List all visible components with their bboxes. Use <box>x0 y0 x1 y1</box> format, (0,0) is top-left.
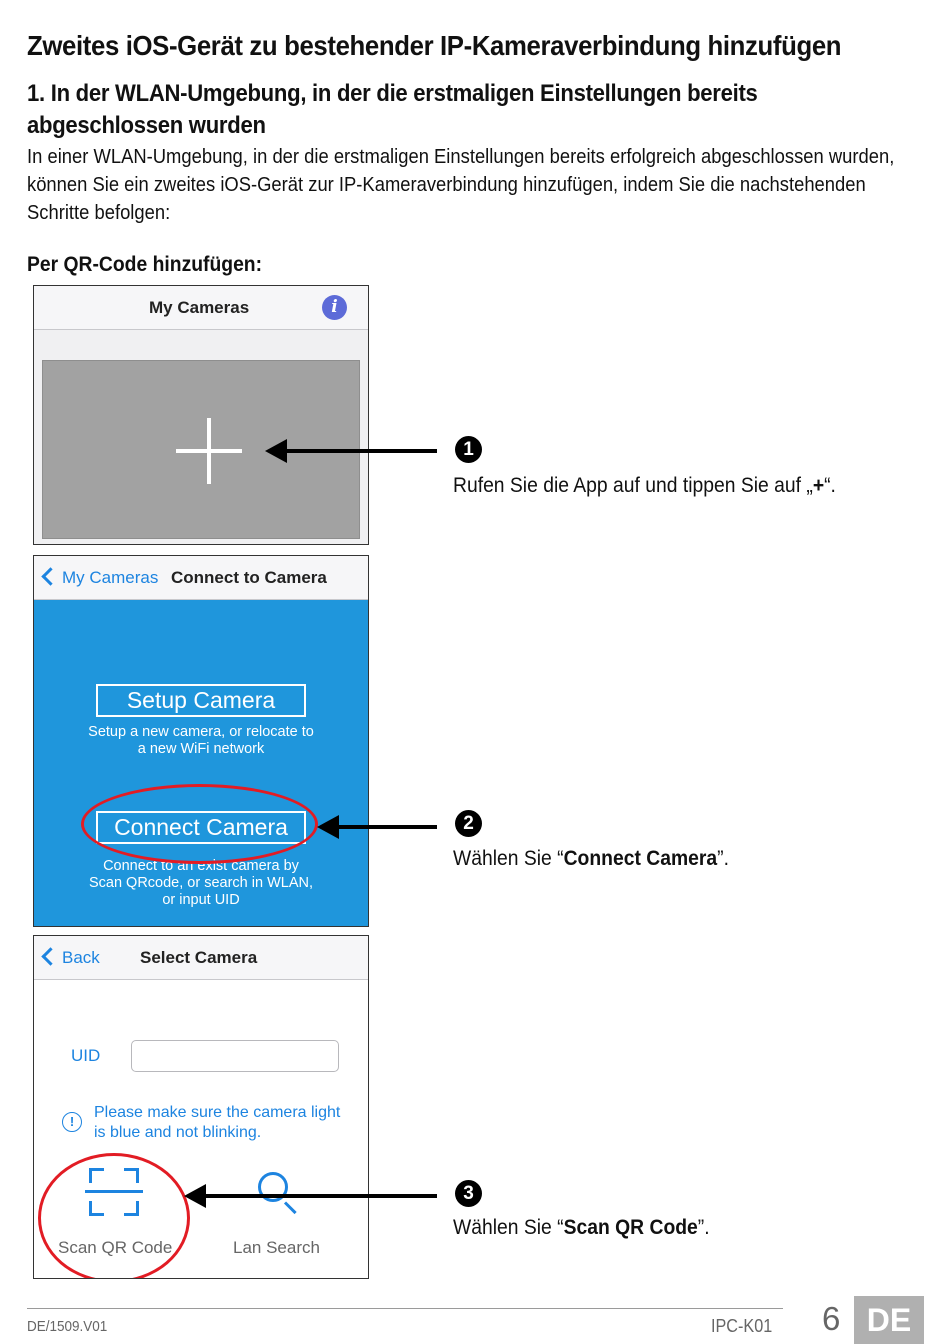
alert-message: Please make sure the camera light is blue and not blinking. <box>94 1104 341 1141</box>
highlight-circle <box>38 1153 190 1279</box>
setup-desc-text: Setup a new camera, or relocate to a new WiFi network <box>88 724 314 757</box>
setup-camera-button[interactable]: Setup Camera <box>96 684 306 717</box>
section-heading: 1. In der WLAN-Umgebung, in der die erstmaligen Einstellungen bereits abgeschlossen wurden <box>27 80 758 139</box>
language-badge: DE <box>854 1296 924 1344</box>
navbar <box>34 556 368 600</box>
back-button[interactable]: Back <box>62 948 100 967</box>
alert-icon: ! <box>62 1112 82 1132</box>
document-code: DE/1509.V01 <box>27 1318 108 1335</box>
connect-camera-description <box>34 858 368 909</box>
arrow-left-icon <box>337 825 437 829</box>
step-number-2: 2 <box>455 810 482 837</box>
scan-qr-code-button[interactable]: Scan QR Code <box>58 1238 173 1257</box>
chevron-left-icon[interactable] <box>41 567 59 585</box>
navbar <box>34 936 368 980</box>
footer-divider <box>27 1308 783 1309</box>
back-button[interactable]: My Cameras <box>62 568 159 587</box>
step-text-1: Rufen Sie die App auf und tippen Sie auf „+“. <box>453 474 836 497</box>
uid-label: UID <box>71 1046 101 1065</box>
arrow-left-icon <box>285 449 437 453</box>
search-icon[interactable] <box>256 1170 300 1214</box>
screenshot-my-cameras <box>33 285 369 545</box>
nav-title: Select Camera <box>140 948 258 967</box>
model-name: IPC-K01 <box>711 1316 773 1336</box>
highlight-circle <box>81 784 318 864</box>
step-number-3: 3 <box>455 1180 482 1207</box>
navbar <box>34 286 368 330</box>
connect-camera-button[interactable]: Connect Camera <box>96 811 306 844</box>
screenshot-select-camera <box>33 935 369 1279</box>
intro-paragraph: In einer WLAN-Umgebung, in der die erstmaligen Einstellungen bereits erfolgreich abgeschlossen wurden, können Sie ein zweites iOS-Gerät zur IP-Kameraverbindung hinzufügen, indem Sie die nachstehenden Schritte befolgen: <box>27 146 895 224</box>
info-icon[interactable]: i <box>322 295 347 320</box>
step-text-2: Wählen Sie “Connect Camera”. <box>453 847 729 870</box>
nav-title: Connect to Camera <box>171 568 327 587</box>
setup-camera-description <box>34 724 368 758</box>
arrow-left-icon <box>204 1194 437 1198</box>
page-number: 6 <box>822 1300 841 1337</box>
lan-search-button[interactable]: Lan Search <box>233 1238 320 1257</box>
connect-desc-text: Connect to an exist camera by Scan QRcode, or search in WLAN, or input UID <box>88 858 314 908</box>
plus-icon <box>176 418 242 484</box>
screenshot-connect-to-camera <box>33 555 369 927</box>
method-subheading: Per QR-Code hinzufügen: <box>27 253 263 276</box>
step-text-3: Wählen Sie “Scan QR Code”. <box>453 1216 710 1239</box>
uid-input[interactable] <box>131 1040 339 1072</box>
nav-title: My Cameras <box>149 298 250 317</box>
chevron-left-icon[interactable] <box>41 947 59 965</box>
page-title: Zweites iOS-Gerät zu bestehender IP-Kameraverbindung hinzufügen <box>27 30 842 61</box>
step-number-1: 1 <box>455 436 482 463</box>
